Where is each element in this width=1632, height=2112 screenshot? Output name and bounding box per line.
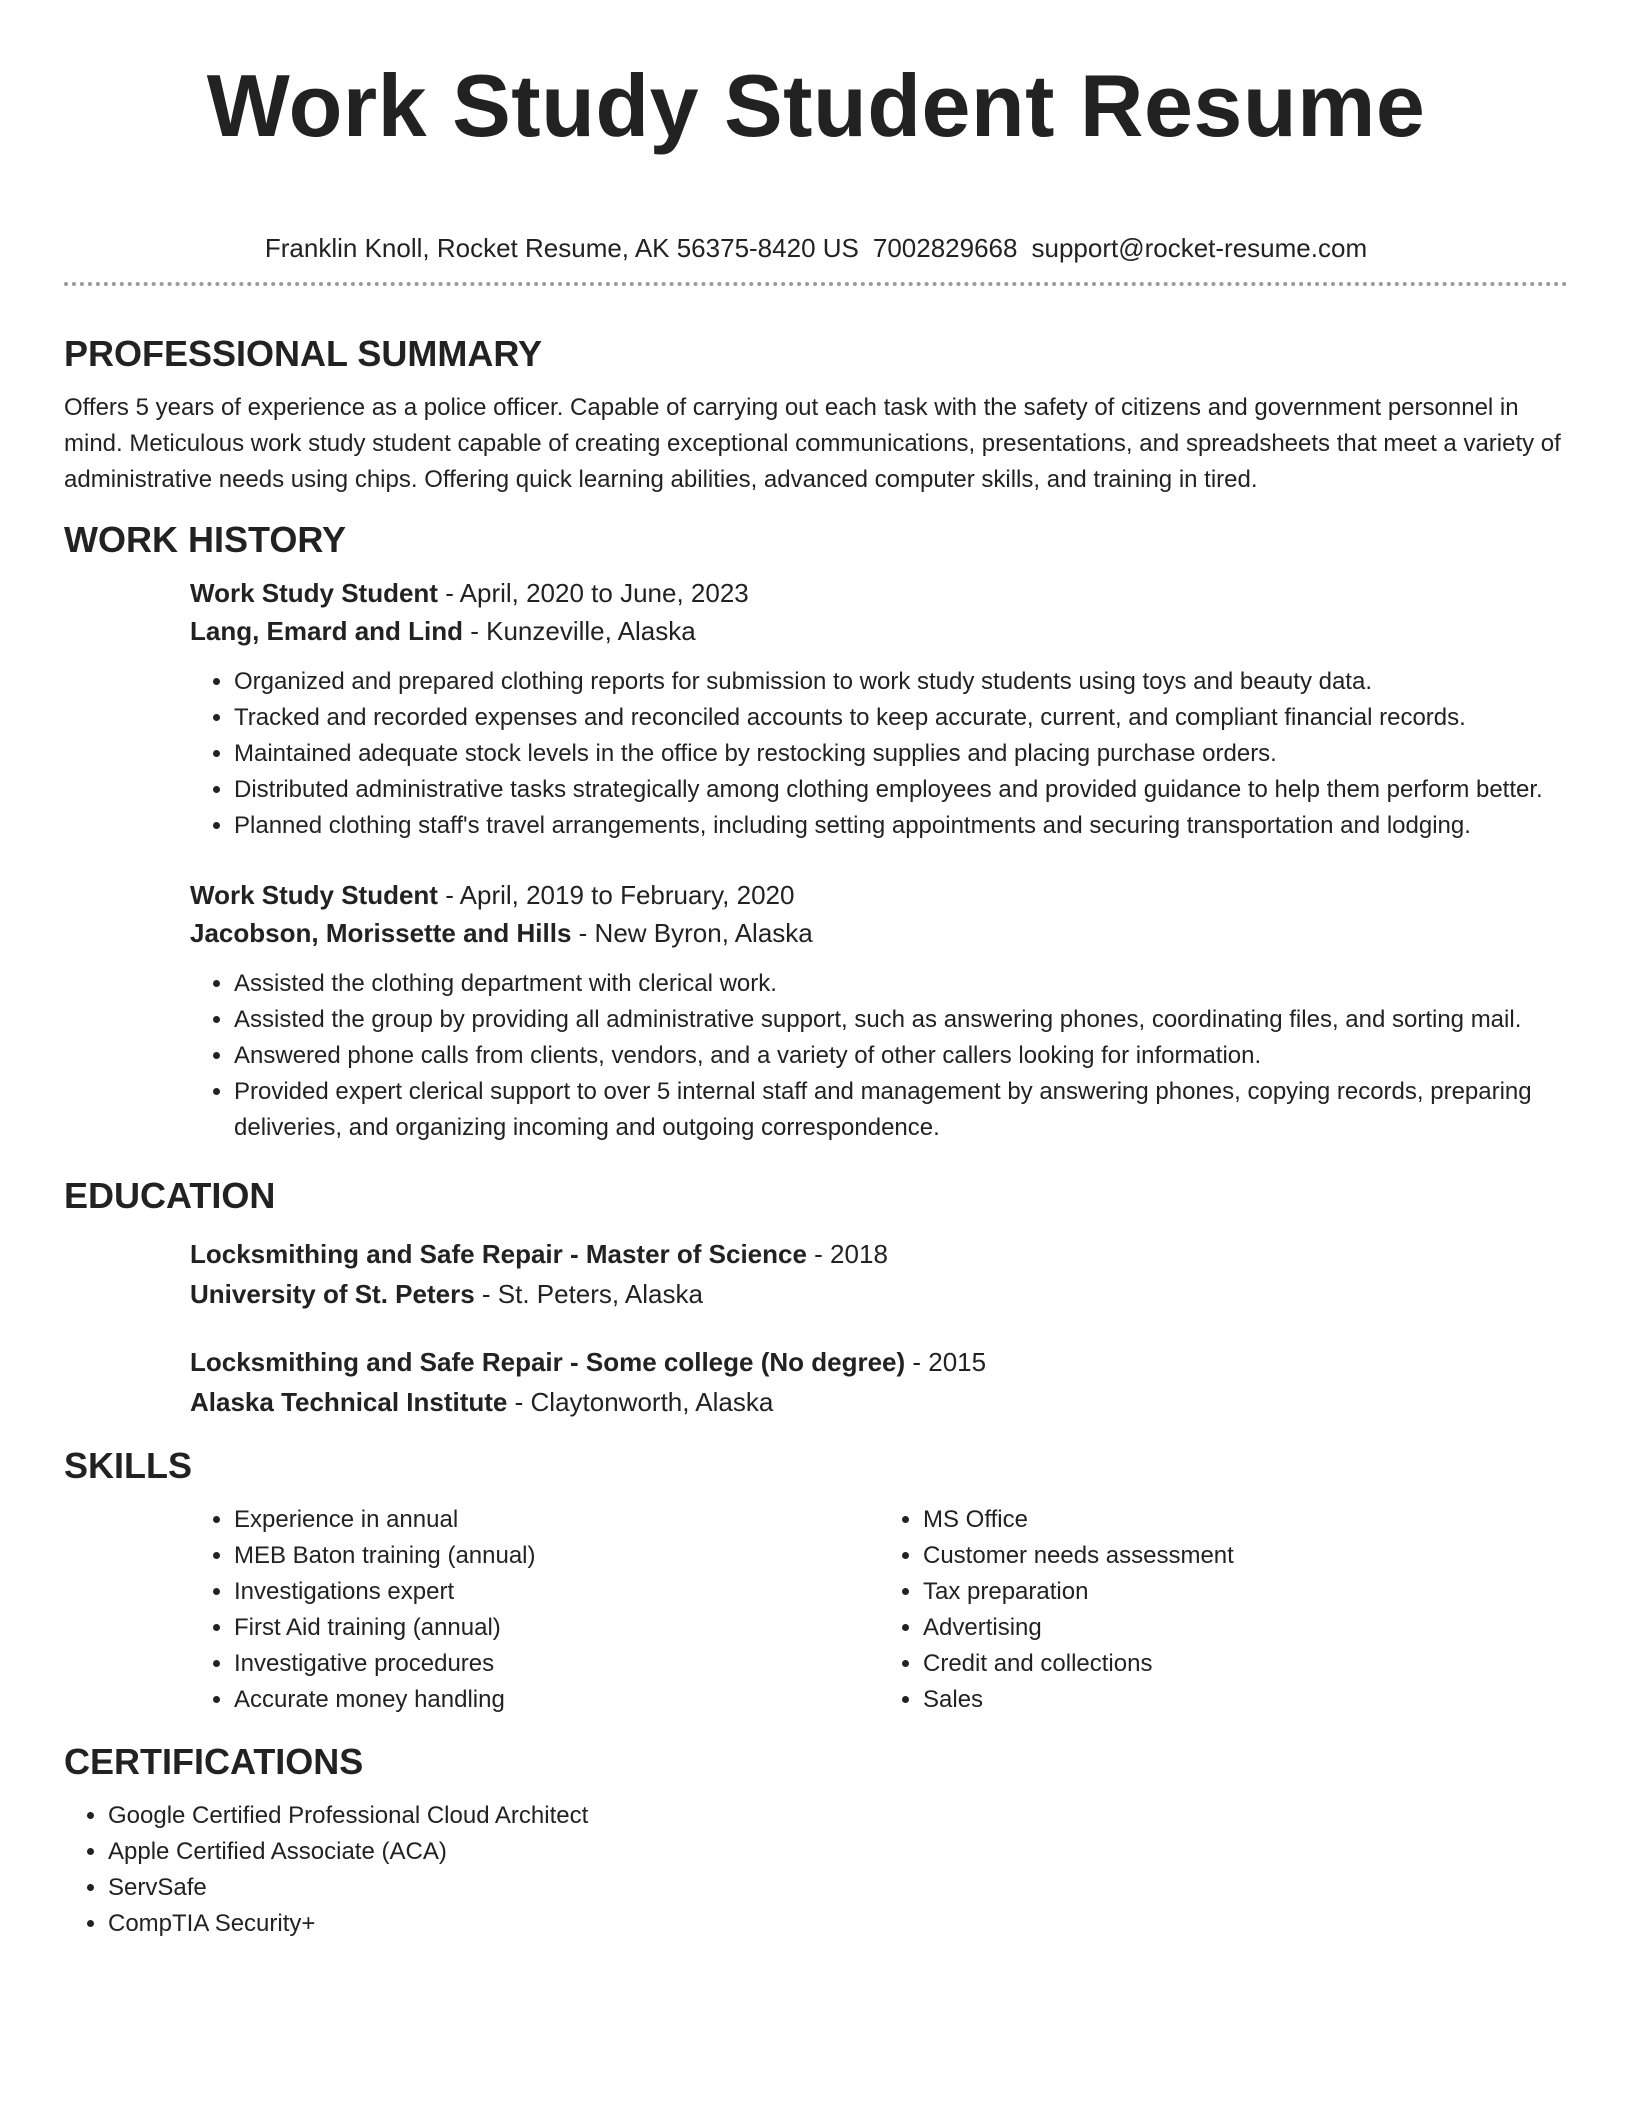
certifications-heading: CERTIFICATIONS [64, 1741, 364, 1782]
education-section [64, 1174, 1568, 1422]
education-degree-line [190, 1342, 1568, 1382]
list-item: • Investigations expert [234, 1574, 879, 1610]
education-degree: Locksmithing and Safe Repair - Master of Science [190, 1239, 807, 1269]
skills-list-right [879, 1502, 1568, 1718]
contact-phone: 7002829668 [872, 233, 1018, 263]
summary-section [64, 332, 1568, 498]
list-item: • Accurate money handling [234, 1682, 879, 1718]
education-school: University of St. Peters [190, 1279, 475, 1309]
list-item: • Tax preparation [923, 1574, 1568, 1610]
skills-heading: SKILLS [64, 1445, 193, 1486]
education-entry [190, 1342, 1568, 1422]
list-item: • Planned clothing staff's travel arrangements, including setting appointments and securing transportation and lodging. [234, 808, 1568, 844]
list-item: • Answered phone calls from clients, vendors, and a variety of other callers looking for information. [234, 1038, 1568, 1074]
contact-address: Franklin Knoll, Rocket Resume, AK 56375-8420 US [264, 233, 859, 263]
job-company: Lang, Emard and Lind [190, 616, 464, 646]
list-item: • First Aid training (annual) [234, 1610, 879, 1646]
list-item: • MS Office [923, 1502, 1568, 1538]
job-company-line [190, 612, 1568, 650]
contact-email[interactable]: support@rocket-resume.com [1031, 233, 1368, 263]
job-location: - New Byron, Alaska [571, 918, 813, 948]
summary-text: Offers 5 years of experience as a police officer. Capable of carrying out each task with the safety of citizens and government personnel in mind. Meticulous work study student capable of creating exceptional communications, presentations, and spreadsheets that meet a variety of administrative needs using chips. Offering quick learning abilities, advanced computer skills, and training in tired. [64, 394, 1561, 493]
resume-title: Work Study Student Resume [206, 56, 1426, 155]
job-bullets [190, 966, 1568, 1146]
job-company: Jacobson, Morissette and Hills [190, 918, 572, 948]
list-item: • Apple Certified Associate (ACA) [108, 1834, 1568, 1870]
list-item: • MEB Baton training (annual) [234, 1538, 879, 1574]
skills-list-left [190, 1502, 879, 1718]
job-title-line [190, 574, 1568, 612]
list-item: • ServSafe [108, 1870, 1568, 1906]
job-dates: - April, 2019 to February, 2020 [437, 880, 795, 910]
list-item: • Google Certified Professional Cloud Architect [108, 1798, 1568, 1834]
job-bullets [190, 664, 1568, 844]
education-year: - 2018 [806, 1239, 888, 1269]
job-location: - Kunzeville, Alaska [463, 616, 696, 646]
education-year: - 2015 [905, 1347, 987, 1377]
job-entry [190, 876, 1568, 1146]
job-title-line [190, 876, 1568, 914]
list-item: • Distributed administrative tasks strategically among clothing employees and provided guidance to help them perform better. [234, 772, 1568, 808]
list-item: • Provided expert clerical support to over 5 internal staff and management by answering phones, copying records, preparing deliveries, and organizing incoming and outgoing correspondence. [234, 1074, 1568, 1146]
education-degree-line [190, 1234, 1568, 1274]
job-title: Work Study Student [190, 880, 438, 910]
education-heading: EDUCATION [64, 1175, 276, 1216]
list-item: • Tracked and recorded expenses and reconciled accounts to keep accurate, current, and compliant financial records. [234, 700, 1568, 736]
certifications-list [64, 1798, 1568, 1942]
header-divider [64, 282, 1568, 286]
list-item: • Customer needs assessment [923, 1538, 1568, 1574]
skills-section [64, 1444, 1568, 1718]
skills-grid [190, 1502, 1568, 1718]
job-entry [190, 574, 1568, 844]
job-title: Work Study Student [190, 578, 438, 608]
list-item: • Assisted the clothing department with clerical work. [234, 966, 1568, 1002]
list-item: • Investigative procedures [234, 1646, 879, 1682]
list-item: • Experience in annual [234, 1502, 879, 1538]
work-history-heading: WORK HISTORY [64, 519, 347, 560]
education-degree: Locksmithing and Safe Repair - Some college (No degree) [190, 1347, 906, 1377]
education-school: Alaska Technical Institute [190, 1387, 508, 1417]
education-school-line [190, 1382, 1568, 1422]
work-history-section [64, 518, 1568, 1146]
list-item: • Sales [923, 1682, 1568, 1718]
job-dates: - April, 2020 to June, 2023 [437, 578, 749, 608]
list-item: • Maintained adequate stock levels in the office by restocking supplies and placing purchase orders. [234, 736, 1568, 772]
education-location: - Claytonworth, Alaska [507, 1387, 774, 1417]
certifications-section [64, 1740, 1568, 1942]
summary-heading: PROFESSIONAL SUMMARY [64, 333, 543, 374]
list-item: • CompTIA Security+ [108, 1906, 1568, 1942]
education-school-line [190, 1274, 1568, 1314]
list-item: • Credit and collections [923, 1646, 1568, 1682]
education-location: - St. Peters, Alaska [474, 1279, 703, 1309]
contact-line [64, 232, 1568, 264]
list-item: • Assisted the group by providing all administrative support, such as answering phones, coordinating files, and sorting mail. [234, 1002, 1568, 1038]
job-company-line [190, 914, 1568, 952]
list-item: • Advertising [923, 1610, 1568, 1646]
education-entry [190, 1234, 1568, 1314]
list-item: • Organized and prepared clothing reports for submission to work study students using toys and beauty data. [234, 664, 1568, 700]
